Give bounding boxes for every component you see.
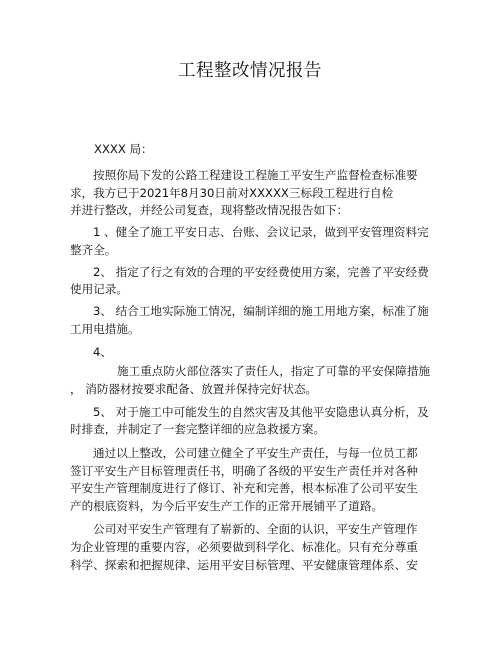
text-line: 时排查，并制定了一套完整详细的应急救援方案。 — [70, 422, 326, 436]
text-line: 公司对平安生产管理有了崭新的、全面的认识，平安生产管理作 — [93, 522, 418, 536]
text-line: 求，我方已于2021年8月30日前对XXXXX三标段工程进行自检 — [70, 186, 394, 200]
text-line: 科学、探索和把握规律、运用平安目标管理、平安健康管理体系、安 — [70, 558, 418, 572]
text-line: 平安生产管理制度进行了修订、补充和完善，根本标准了公司平安生 — [70, 481, 418, 495]
text-line: ， 消防器材按要求配备、放置并保持完好状态。 — [70, 382, 318, 396]
text-line: 施工重点防火部位落实了责任人，指定了可靠的平安保障措施 — [117, 364, 431, 378]
text-line: 工用电措施。 — [70, 322, 140, 336]
text-line: 4、 — [93, 345, 112, 359]
text-line: 并进行整改，并经公司复查，现将整改情况报告如下： — [70, 203, 349, 217]
text-line: 使用记录。 — [70, 282, 128, 296]
document-title: 工程整改情况报告 — [178, 61, 322, 81]
text-line: 整齐全。 — [70, 243, 117, 257]
text-line: 为企业管理的重要内容，必须要做到科学化、标准化。只有充分尊重 — [70, 540, 418, 554]
addressee: XXXX 局： — [94, 142, 153, 156]
text-line: 3、 结合工地实际施工情况，编制详细的施工用地方案，标准了施 — [93, 304, 429, 318]
text-line: 按照你局下发的公路工程建设工程施工平安生产监督检查标准要 — [93, 168, 418, 182]
text-line: 签订平安生产目标管理责任书，明确了各级的平安生产责任并对各种 — [70, 464, 418, 478]
text-line: 1 、健全了施工平安日志、台账、会议记录，做到平安管理资料完 — [93, 225, 429, 239]
text-line: 2、 指定了行之有效的合理的平安经费使用方案，完善了平安经费 — [93, 265, 429, 279]
text-line: 产的根底资料，为今后平安生产工作的正常开展铺平了道路。 — [70, 499, 384, 513]
text-line: 5、 对于施工中可能发生的自然灾害及其他平安隐患认真分析，及 — [93, 405, 429, 419]
text-line: 通过以上整改，公司建立健全了平安生产责任，与每一位员工都 — [93, 446, 418, 460]
